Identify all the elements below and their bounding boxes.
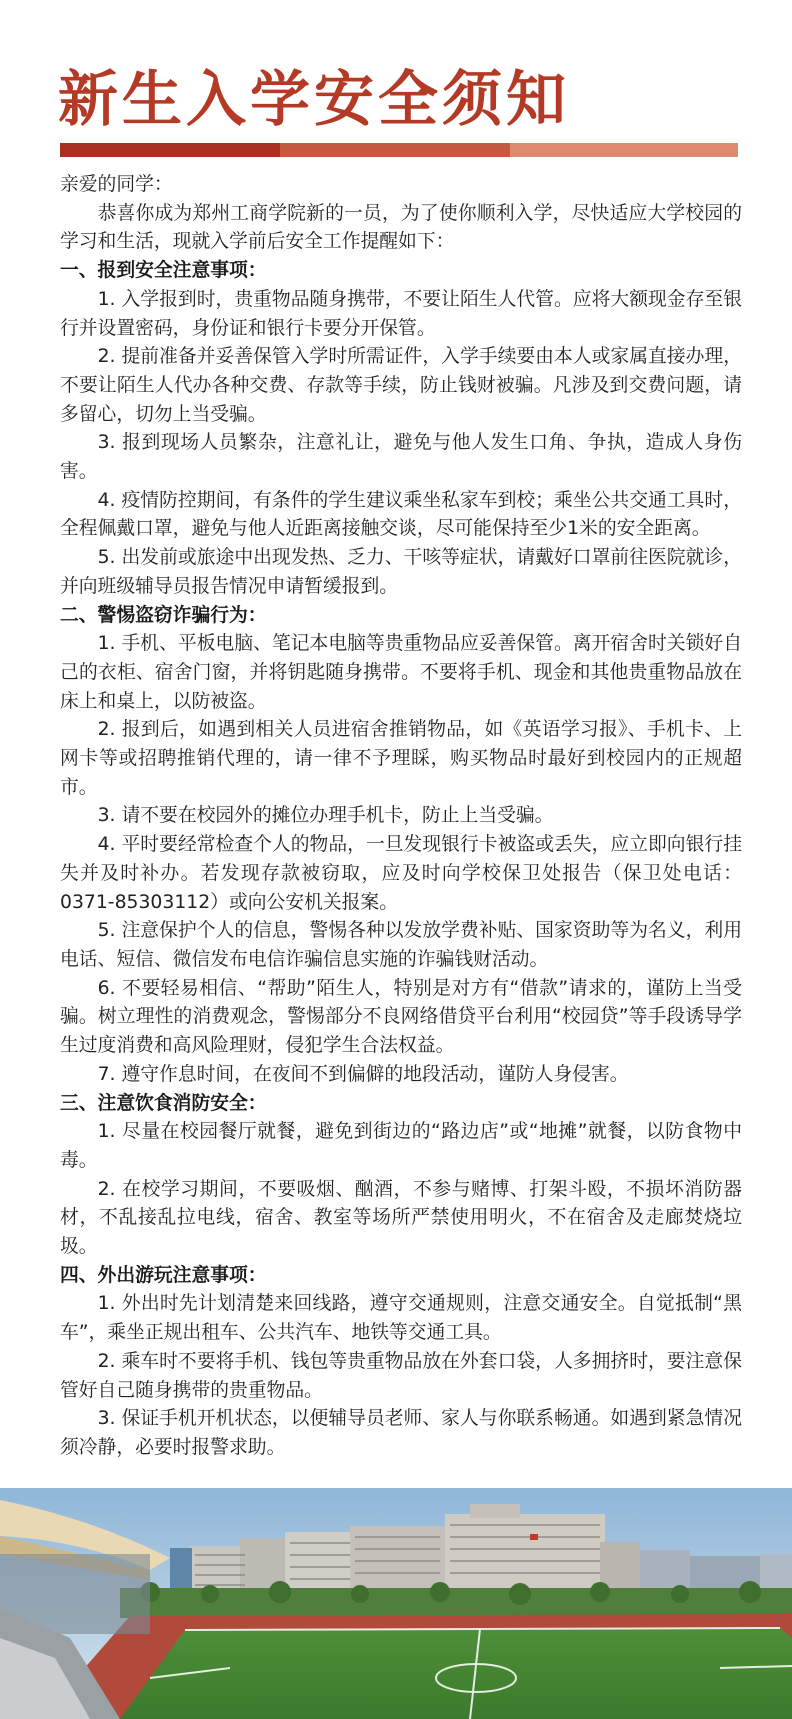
section-item: 2. 在校学习期间，不要吸烟、酗酒，不参与赌博、打架斗殴，不损坏消防器材，不乱接乱拉电线，宿舍、教室等场所严禁使用明火，不在宿舍及走廊焚烧垃圾。	[60, 1178, 742, 1258]
section-item: 4. 疫情防控期间，有条件的学生建议乘坐私家车到校；乘坐公共交通工具时，全程佩戴口罩，避免与他人近距离接触交谈，尽可能保持至少1米的安全距离。	[60, 489, 742, 540]
campus-photo	[0, 1488, 792, 1719]
section-item: 7. 遵守作息时间，在夜间不到偏僻的地段活动，谨防人身侵害。	[97, 1063, 629, 1085]
section-heading: 四、外出游玩注意事项：	[60, 1264, 267, 1286]
section-item: 1. 尽量在校园餐厅就餐，避免到街边的“路边店”或“地摊”就餐，以防食物中毒。	[60, 1121, 742, 1171]
section-item: 5. 出发前或旅途中出现发热、乏力、干咳等症状，请戴好口罩前往医院就诊，并向班级辅导员报告情况申请暂缓报到。	[60, 547, 742, 597]
intro-paragraph: 恭喜你成为郑州工商学院新的一员，为了使你顺利入学，尽快适应大学校园的学习和生活，现就入学前后安全工作提醒如下：	[60, 202, 742, 253]
section-item: 3. 请不要在校园外的摊位办理手机卡，防止上当受骗。	[97, 805, 554, 827]
section-item: 2. 提前准备并妥善保管入学时所需证件，入学手续要由本人或家属直接办理，不要让陌生人代办各种交费、存款等手续，防止钱财被骗。凡涉及到交费问题，请多留心，切勿上当受骗。	[60, 346, 742, 425]
section-item: 5. 注意保护个人的信息，警惕各种以发放学费补贴、国家资助等为名义，利用电话、短信、微信发布电信诈骗信息实施的诈骗钱财活动。	[60, 920, 742, 970]
section-item: 2. 报到后，如遇到相关人员进宿舍推销物品，如《英语学习报》、手机卡、上网卡等或招聘推销代理的，请一律不予理睬，购买物品时最好到校园内的正规超市。	[60, 719, 742, 798]
section-item: 1. 入学报到时，贵重物品随身携带，不要让陌生人代管。应将大额现金存至银行并设置密码，身份证和银行卡要分开保管。	[60, 288, 742, 339]
section-heading: 三、注意饮食消防安全：	[60, 1092, 267, 1114]
section-item: 6. 不要轻易相信、“帮助”陌生人，特别是对方有“借款”请求的，谨防上当受骗。树立理性的消费观念，警惕部分不良网络借贷平台利用“校园贷”等手段诱导学生过度消费和高风险理财，侵犯学生合法权益。	[60, 977, 742, 1057]
bar-segment-mid	[280, 143, 510, 157]
bar-segment-dark	[60, 143, 280, 157]
page-title: 新生入学安全须知	[58, 65, 570, 135]
section-item: 1. 外出时先计划清楚来回线路，遵守交通规则，注意交通安全。自觉抵制“黑车”，乘坐正规出租车、公共汽车、地铁等交通工具。	[60, 1293, 742, 1344]
greeting: 亲爱的同学：	[60, 174, 173, 195]
section-item: 1. 手机、平板电脑、笔记本电脑等贵重物品应妥善保管。离开宿舍时关锁好自己的衣柜、宿舍门窗，并将钥匙随身携带。不要将手机、现金和其他贵重物品放在床上和桌上，以防被盗。	[60, 633, 742, 712]
bar-segment-light	[510, 143, 738, 157]
title-underline-bar	[60, 143, 738, 157]
section-item: 4. 平时要经常检查个人的物品，一旦发现银行卡被盗或丢失，应立即向银行挂失并及时补办。若发现存款被窃取，应及时向学校保卫处报告（保卫处电话：0371-85303112）或向公安机关报案。	[60, 834, 742, 913]
section-item: 2. 乘车时不要将手机、钱包等贵重物品放在外套口袋，人多拥挤时，要注意保管好自己随身携带的贵重物品。	[60, 1350, 742, 1401]
section-item: 3. 保证手机开机状态，以便辅导员老师、家人与你联系畅通。如遇到紧急情况须冷静，必要时报警求助。	[60, 1408, 742, 1458]
notice-body	[60, 171, 742, 1463]
section-item: 3. 报到现场人员繁杂，注意礼让，避免与他人发生口角、争执，造成人身伤害。	[60, 432, 742, 483]
section-heading: 二、警惕盗窃诈骗行为：	[60, 604, 267, 626]
section-heading: 一、报到安全注意事项：	[60, 260, 267, 282]
